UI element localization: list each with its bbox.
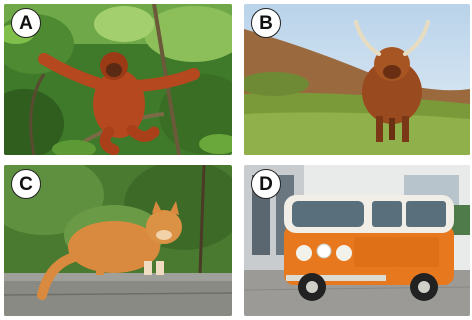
panel-cat xyxy=(4,165,232,316)
panel-orangutan xyxy=(4,4,232,155)
panel-label: A xyxy=(11,8,41,38)
panel-label: D xyxy=(251,169,281,199)
panel-label: B xyxy=(251,8,281,38)
panel-highland-cow xyxy=(244,4,470,155)
panel-label: C xyxy=(11,169,41,199)
panel-van xyxy=(244,165,470,316)
